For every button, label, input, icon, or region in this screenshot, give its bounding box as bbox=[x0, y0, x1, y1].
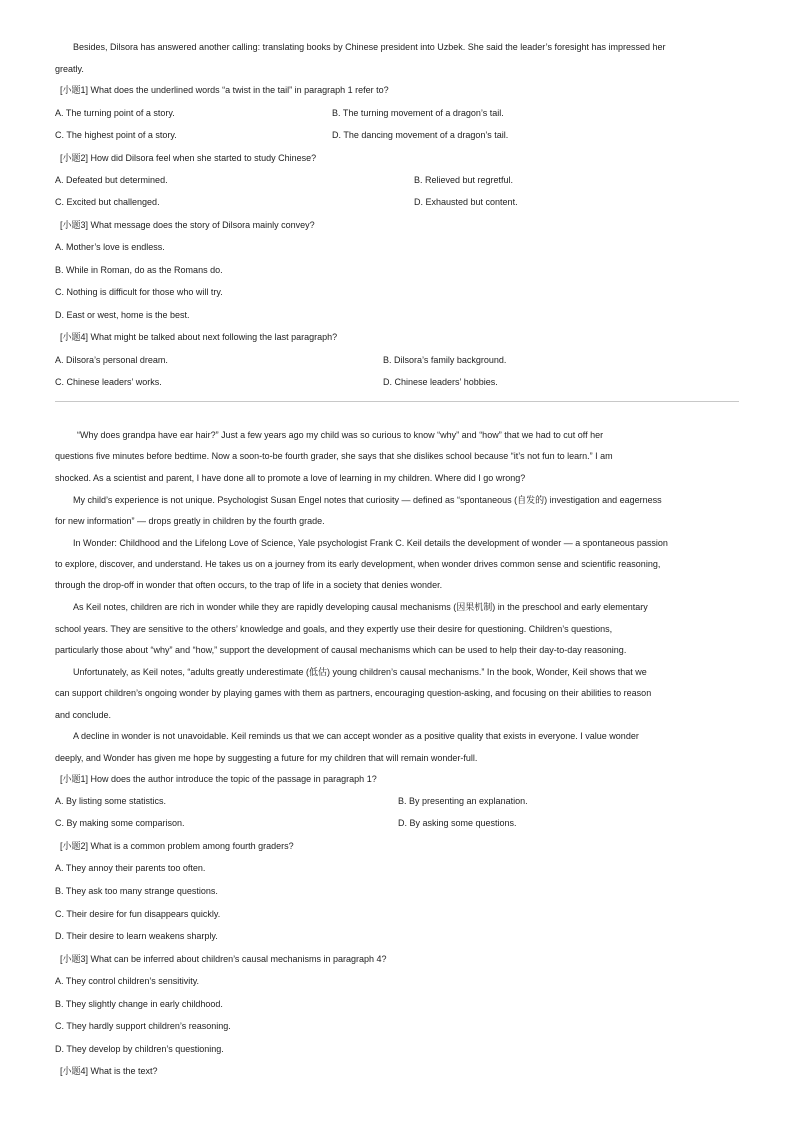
option-b: B. By presenting an explanation. bbox=[398, 796, 528, 806]
option-d: D. Chinese leaders’ hobbies. bbox=[383, 377, 498, 387]
option-b: B. While in Roman, do as the Romans do. bbox=[55, 265, 223, 275]
option-b: B. Relieved but regretful. bbox=[414, 175, 514, 185]
paragraph-line: for new information” — drops greatly in children by the fourth grade. bbox=[55, 516, 325, 526]
section-divider bbox=[55, 401, 739, 402]
question-prompt: [小题3] What can be inferred about children’s causal mechanisms in paragraph 4? bbox=[60, 954, 387, 964]
option-b: B. They slightly change in early childhood. bbox=[55, 999, 223, 1009]
question-prompt: [小题2] What is a common problem among fourth graders? bbox=[60, 841, 294, 851]
paragraph-line: greatly. bbox=[55, 64, 84, 74]
paragraph-line: shocked. As a scientist and parent, I have done all to promote a love of learning in my children. Where did I go wrong? bbox=[55, 473, 526, 483]
paragraph-line: to explore, discover, and understand. He takes us on a journey from its early development, when wonder drives common sense and scientific reasoning, bbox=[55, 559, 661, 569]
question-prompt: [小题4] What is the text? bbox=[60, 1066, 158, 1076]
option-c: C. Excited but challenged. bbox=[55, 197, 160, 207]
option-c: C. Nothing is difficult for those who will try. bbox=[55, 287, 223, 297]
paragraph-line: My child’s experience is not unique. Psychologist Susan Engel notes that curiosity — defined as “spontaneous (自发的) investigation and eagerness bbox=[73, 495, 662, 505]
paragraph-line: A decline in wonder is not unavoidable. Keil reminds us that we can accept wonder as a positive quality that exists in everyone. I value wonder bbox=[73, 731, 639, 741]
option-d: D. Their desire to learn weakens sharply. bbox=[55, 931, 218, 941]
option-c: C. By making some comparison. bbox=[55, 818, 185, 828]
paragraph-line: and conclude. bbox=[55, 710, 112, 720]
paragraph-line: school years. They are sensitive to the others’ knowledge and goals, and they expertly use their desire for questioning. Children’s questions, bbox=[55, 624, 613, 634]
option-c: C. Chinese leaders’ works. bbox=[55, 377, 162, 387]
paragraph-line: Unfortunately, as Keil notes, “adults greatly underestimate (低估) young children’s causal mechanisms.” In the book, Wonder, Keil shows that we bbox=[73, 667, 647, 677]
option-a: A. They annoy their parents too often. bbox=[55, 863, 206, 873]
paragraph-line: questions five minutes before bedtime. Now a soon-to-be fourth grader, she says that she dislikes school because “it’s not fun to learn.” I am bbox=[55, 451, 613, 461]
option-a: A. Mother’s love is endless. bbox=[55, 242, 165, 252]
option-a: A. The turning point of a story. bbox=[55, 108, 175, 118]
question-prompt: [小题1] What does the underlined words “a twist in the tail” in paragraph 1 refer to? bbox=[60, 85, 389, 95]
paragraph-line: As Keil notes, children are rich in wonder while they are rapidly developing causal mechanisms (因果机制) in the preschool and early elementary bbox=[73, 602, 648, 612]
option-d: D. Exhausted but content. bbox=[414, 197, 518, 207]
option-a: A. Defeated but determined. bbox=[55, 175, 168, 185]
option-b: B. The turning movement of a dragon’s tail. bbox=[332, 108, 504, 118]
option-d: D. The dancing movement of a dragon’s tail. bbox=[332, 130, 509, 140]
option-d: D. East or west, home is the best. bbox=[55, 310, 190, 320]
option-d: D. By asking some questions. bbox=[398, 818, 517, 828]
paragraph-line: In Wonder: Childhood and the Lifelong Love of Science, Yale psychologist Frank C. Keil details the development of wonder — a spontaneous passion bbox=[73, 538, 668, 548]
paragraph-line: Besides, Dilsora has answered another calling: translating books by Chinese president into Uzbek. She said the leader’s foresight has impressed her bbox=[73, 42, 666, 52]
option-b: B. They ask too many strange questions. bbox=[55, 886, 218, 896]
paragraph-line: “Why does grandpa have ear hair?” Just a few years ago my child was so curious to know “why” and “how” that we had to cut off her bbox=[77, 430, 604, 440]
option-b: B. Dilsora’s family background. bbox=[383, 355, 507, 365]
option-a: A. Dilsora’s personal dream. bbox=[55, 355, 168, 365]
option-a: A. They control children’s sensitivity. bbox=[55, 976, 200, 986]
option-c: C. The highest point of a story. bbox=[55, 130, 177, 140]
paragraph-line: through the drop-off in wonder that often occurs, to the trap of life in a society that denies wonder. bbox=[55, 580, 443, 590]
option-a: A. By listing some statistics. bbox=[55, 796, 167, 806]
paragraph-line: particularly those about “why” and “how,” support the development of causal mechanisms which can be used to help their day-to-day reasoning. bbox=[55, 645, 627, 655]
option-d: D. They develop by children’s questioning. bbox=[55, 1044, 224, 1054]
paragraph-line: can support children’s ongoing wonder by playing games with them as partners, encouraging question-asking, and focusing on their abilities to reason bbox=[55, 688, 652, 698]
option-c: C. Their desire for fun disappears quickly. bbox=[55, 909, 221, 919]
question-prompt: [小题4] What might be talked about next following the last paragraph? bbox=[60, 332, 338, 342]
option-c: C. They hardly support children’s reasoning. bbox=[55, 1021, 231, 1031]
question-prompt: [小题2] How did Dilsora feel when she started to study Chinese? bbox=[60, 153, 317, 163]
paragraph-line: deeply, and Wonder has given me hope by suggesting a future for my children that will remain wonder-full. bbox=[55, 753, 478, 763]
question-prompt: [小题3] What message does the story of Dilsora mainly convey? bbox=[60, 220, 315, 230]
question-prompt: [小题1] How does the author introduce the topic of the passage in paragraph 1? bbox=[60, 774, 377, 784]
